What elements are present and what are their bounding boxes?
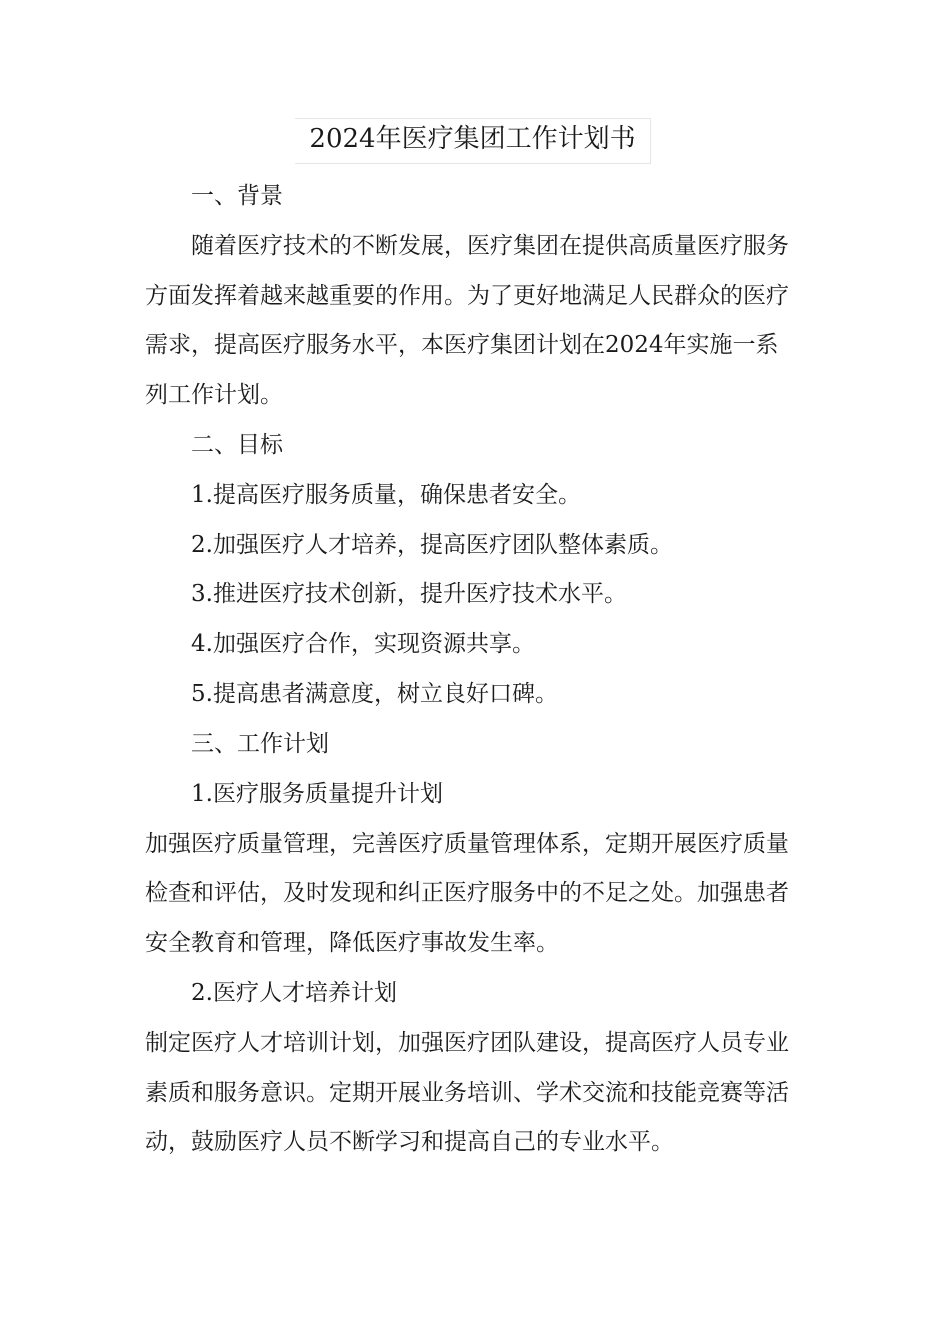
paragraph-line: 加强医疗质量管理，完善医疗质量管理体系，定期开展医疗质量: [145, 830, 789, 857]
goal-item: 5.提高患者满意度，树立良好口碑。: [191, 680, 558, 707]
goal-item: 1.提高医疗服务质量，确保患者安全。: [191, 481, 581, 508]
paragraph-line: 需求，提高医疗服务水平，本医疗集团计划在2024年实施一系: [145, 332, 779, 359]
paragraph-line: 素质和服务意识。定期开展业务培训、学术交流和技能竞赛等活: [145, 1079, 789, 1106]
section-work-plan: [145, 720, 810, 1168]
section-heading: 三、工作计划: [191, 731, 329, 757]
goal-item: 2.加强医疗人才培养，提高医疗团队整体素质。: [191, 531, 673, 558]
section-heading: 一、背景: [191, 183, 283, 209]
paragraph-line: 制定医疗人才培训计划，加强医疗团队建设，提高医疗人员专业: [145, 1029, 789, 1056]
goal-item: 3.推进医疗技术创新，提升医疗技术水平。: [191, 581, 627, 608]
section-goals: [145, 421, 810, 720]
section-background: [145, 172, 810, 421]
subsection-heading: 1.医疗服务质量提升计划: [191, 780, 443, 807]
paragraph-line: 列工作计划。: [145, 382, 283, 409]
paragraph-line: 动，鼓励医疗人员不断学习和提高自己的专业水平。: [145, 1129, 674, 1156]
section-heading: 二、目标: [191, 432, 283, 458]
goal-item: 4.加强医疗合作，实现资源共享。: [191, 631, 535, 658]
document-title: 2024年医疗集团工作计划书: [295, 118, 651, 164]
paragraph-line: 随着医疗技术的不断发展，医疗集团在提供高质量医疗服务: [191, 232, 789, 259]
paragraph-line: 检查和评估，及时发现和纠正医疗服务中的不足之处。加强患者: [145, 880, 789, 907]
paragraph-line: 方面发挥着越来越重要的作用。为了更好地满足人民群众的医疗: [145, 282, 789, 309]
paragraph-line: 安全教育和管理，降低医疗事故发生率。: [145, 930, 559, 957]
subsection-heading: 2.医疗人才培养计划: [191, 979, 397, 1006]
